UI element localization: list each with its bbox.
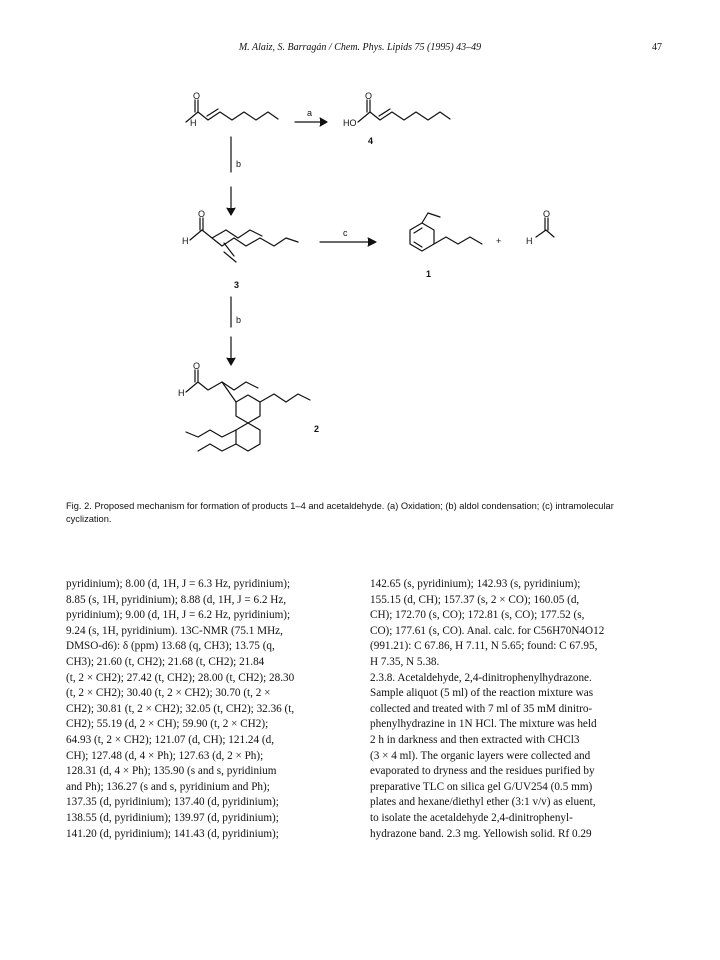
compound-3-label: 3 <box>234 280 240 290</box>
text-line: 137.35 (d, pyridinium); 137.40 (d, pyridinium); <box>66 796 279 809</box>
carbonyl-acid <box>367 100 370 112</box>
arrow-b2-head <box>227 358 235 365</box>
left-column <box>66 577 352 842</box>
text-line: CO); 177.61 (s, CO). Anal. calc. for C56H70N4O12 <box>370 624 605 637</box>
atom-H-2: H <box>178 388 185 398</box>
text-line: CH2); 55.19 (d, 2 × CH); 59.90 (t, 2 × CH2); <box>66 718 269 731</box>
aldehyde-chain-top <box>186 112 278 122</box>
text-line: 138.55 (d, pyridinium); 139.97 (d, pyridinium); <box>66 811 279 824</box>
text-line: CH); 127.48 (d, 4 × Ph); 127.63 (d, 2 × Ph); <box>66 749 264 762</box>
atom-O-acetaldehyde: O <box>543 209 551 219</box>
figure-label: Fig. 2. <box>66 501 92 511</box>
atom-H-top: H <box>190 118 197 128</box>
compound-2-label: 2 <box>314 424 320 434</box>
atom-O-top: O <box>193 92 201 101</box>
acid-chain <box>358 112 450 122</box>
text-line: (991.21): C 67.86, H 7.11, N 5.65; found: C 67.95, <box>370 640 598 653</box>
compound-1-label: 1 <box>426 269 432 279</box>
carbonyl-3 <box>200 218 203 230</box>
text-line: hydrazone band. 2.3 mg. Yellowish solid. Rf 0.29 <box>370 827 592 840</box>
carbonyl-top <box>195 100 198 112</box>
text-line: phenylhydrazine in 1N HCl. The mixture was held <box>370 718 597 731</box>
text-line: 128.31 (d, 4 × Ph); 135.90 (s and s, pyridinium <box>66 765 277 778</box>
text-line: (3 × 4 ml). The organic layers were collected and <box>370 749 591 762</box>
text-line: pyridinium); 9.00 (d, 1H, J = 6.2 Hz, pyridinium); <box>66 609 291 622</box>
text-line: 2.3.8. Acetaldehyde, 2,4-dinitrophenylhydrazone. <box>370 671 592 684</box>
compound2-side3 <box>198 444 236 451</box>
text-line: CH3); 21.60 (t, CH2); 21.68 (t, CH2); 21.84 <box>66 655 265 668</box>
atom-O-acid: O <box>365 92 373 101</box>
atom-O-3: O <box>198 209 206 219</box>
text-line: (t, 2 × CH2); 30.40 (t, 2 × CH2); 30.70 (t, 2 × <box>66 687 271 700</box>
arrow-b1-label: b <box>236 159 242 169</box>
arrow-c-head <box>368 238 376 246</box>
compound2-ring-bottom <box>236 423 260 451</box>
text-line: 155.15 (d, CH); 157.37 (s, 2 × CO); 160.05 (d, <box>370 593 580 606</box>
text-line: 142.65 (s, pyridinium); 142.93 (s, pyridinium); <box>370 578 581 590</box>
atom-H-acetaldehyde: H <box>526 236 533 246</box>
compound2-side2 <box>186 430 236 437</box>
compound2-ring-top <box>236 395 260 423</box>
compound1-ring-inner <box>414 228 422 247</box>
text-line: Sample aliquot (5 ml) of the reaction mixture was <box>370 687 594 700</box>
text-line: 8.85 (s, 1H, pyridinium); 8.88 (d, 1H, J = 6.2 Hz, <box>66 593 287 606</box>
compound-4-label: 4 <box>368 136 374 146</box>
text-line: 141.20 (d, pyridinium); 141.43 (d, pyridinium); <box>66 827 279 840</box>
compound2-side1 <box>260 394 310 402</box>
compound3-chain <box>190 230 298 246</box>
arrow-a-head <box>320 118 327 126</box>
atom-O-2: O <box>193 361 201 371</box>
running-title: M. Alaiz, S. Barragán / Chem. Phys. Lipids 75 (1995) 43–49 <box>238 42 482 53</box>
text-line: preparative TLC on silica gel G/UV254 (0.5 mm) <box>370 780 593 793</box>
arrow-b1-head <box>227 208 235 215</box>
text-line: pyridinium); 8.00 (d, 1H, J = 6.3 Hz, pyridinium); <box>66 578 291 590</box>
page-number: 47 <box>652 42 662 53</box>
text-line: evaporated to dryness and the residues purified by <box>370 765 595 778</box>
carbonyl-2 <box>195 370 198 382</box>
text-line: collected and treated with 7 ml of 35 mM dinitro- <box>370 702 593 715</box>
compound1-chain <box>434 237 482 244</box>
compound3-double <box>224 243 236 262</box>
text-line: CH2); 30.81 (t, 2 × CH2); 32.05 (t, CH2); 32.36 (t, <box>66 702 295 715</box>
text-line: plates and hexane/diethyl ether (3:1 v/v) as eluent, <box>370 796 596 809</box>
compound2-link <box>222 382 236 402</box>
text-line: (t, 2 × CH2); 27.42 (t, CH2); 28.00 (t, CH2); 28.30 <box>66 671 295 684</box>
arrow-a-label: a <box>307 108 313 118</box>
reaction-scheme <box>150 92 570 492</box>
plus-sign: + <box>496 236 502 246</box>
text-line: and Ph); 136.27 (s and s, pyridinium and Ph); <box>66 780 270 793</box>
compound1-chain2 <box>422 213 440 223</box>
figure-caption-text: Proposed mechanism for formation of products 1–4 and acetaldehyde. (a) Oxidation; (b) aldol condensation; (c) intramolecular cyclization. <box>66 501 614 524</box>
arrow-b2-label: b <box>236 315 242 325</box>
text-line: DMSO-d6): δ (ppm) 13.68 (q, CH3); 13.75 (q, <box>66 640 275 653</box>
compound2-chain <box>186 382 258 392</box>
atom-H-3: H <box>182 236 189 246</box>
text-line: 9.24 (s, 1H, pyridinium). 13C-NMR (75.1 MHz, <box>66 624 283 637</box>
arrow-c-label: c <box>343 228 348 238</box>
right-column <box>370 577 656 842</box>
text-line: CH); 172.70 (s, CO); 172.81 (s, CO); 177.52 (s, <box>370 609 585 622</box>
text-line: 2 h in darkness and then extracted with CHCl3 <box>370 733 580 746</box>
figure-caption <box>66 500 654 526</box>
text-line: 64.93 (t, 2 × CH2); 121.07 (d, CH); 121.24 (d, <box>66 733 274 746</box>
atom-HO: HO <box>343 118 357 128</box>
text-line: to isolate the acetaldehyde 2,4-dinitrophenyl- <box>370 811 573 824</box>
text-line: H 7.35, N 5.38. <box>370 655 440 668</box>
acetaldehyde <box>536 218 554 237</box>
compound3-branch <box>226 230 262 238</box>
running-header <box>0 42 720 58</box>
